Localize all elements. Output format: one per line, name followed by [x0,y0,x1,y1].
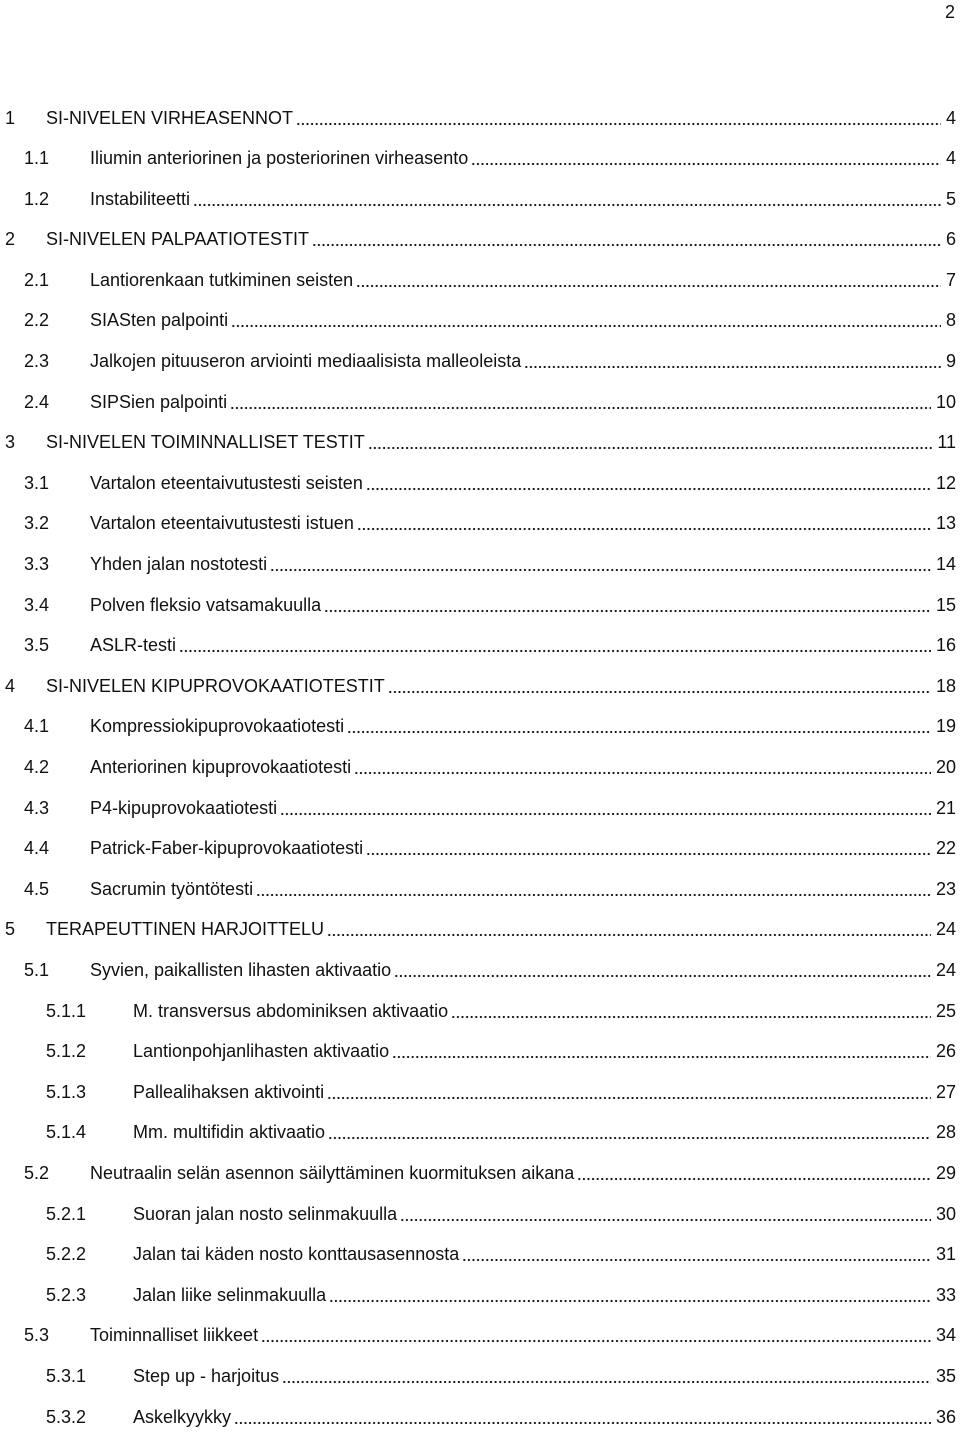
toc-dot-leader [366,473,931,494]
toc-entry[interactable] [0,104,956,132]
toc-entry[interactable] [0,510,956,538]
toc-entry-number: 4.5 [24,878,50,899]
toc-dot-leader [354,757,931,778]
toc-entry[interactable] [0,956,956,984]
toc-entry-number: 5.1.4 [46,1122,87,1143]
table-of-contents [0,104,956,1431]
toc-dot-leader [388,676,931,697]
toc-entry[interactable] [0,551,956,579]
toc-entry-page: 23 [935,878,956,899]
toc-entry[interactable] [0,1322,956,1350]
toc-entry-number: 5.1.1 [46,1000,87,1021]
toc-entry-page: 27 [935,1081,956,1102]
toc-entry-number: 3 [5,432,16,453]
toc-entry[interactable] [0,226,956,254]
toc-entry-number: 4.4 [24,838,50,859]
toc-entry-page: 34 [935,1325,956,1346]
toc-entry-title: Step up - harjoitus [133,1365,280,1386]
toc-entry[interactable] [0,672,956,700]
toc-entry-title: Mm. multifidin aktivaatio [133,1122,326,1143]
toc-entry-number: 5.3 [24,1325,50,1346]
toc-dot-leader [312,229,941,250]
toc-dot-leader [366,838,931,859]
toc-dot-leader [324,595,931,616]
toc-dot-leader [231,310,941,331]
toc-entry-title: SIASten palpointi [90,310,229,331]
toc-entry-title: Toiminnalliset liikkeet [90,1325,259,1346]
toc-entry[interactable] [0,794,956,822]
toc-entry-title: Polven fleksio vatsamakuulla [90,594,322,615]
toc-entry-title: Lantionpohjanlihasten aktivaatio [133,1041,390,1062]
toc-entry[interactable] [0,1281,956,1309]
toc-entry-title: Neutraalin selän asennon säilyttäminen kuormituksen aikana [90,1162,575,1183]
toc-dot-leader [234,1407,931,1428]
toc-entry-number: 2.1 [24,269,50,290]
toc-entry-number: 3.2 [24,513,50,534]
toc-entry[interactable] [0,1159,956,1187]
toc-entry-title: TERAPEUTTINEN HARJOITTELU [46,919,325,940]
toc-entry-number: 5.1.3 [46,1081,87,1102]
toc-entry-number: 2.2 [24,310,50,331]
toc-dot-leader [577,1163,931,1184]
toc-entry-number: 2.4 [24,391,50,412]
toc-entry[interactable] [0,1241,956,1269]
toc-entry-page: 20 [935,757,956,777]
toc-entry-title: SIPSien palpointi [90,391,228,412]
toc-entry-number: 1.2 [24,188,50,209]
toc-entry[interactable] [0,145,956,173]
toc-entry-number: 1.1 [24,148,50,169]
toc-entry-page: 9 [945,351,956,372]
toc-entry[interactable] [0,916,956,944]
toc-dot-leader [261,1325,931,1346]
toc-entry-title: Syvien, paikallisten lihasten aktivaatio [90,959,392,980]
toc-entry-title: Vartalon eteentaivutustesti istuen [90,513,354,534]
toc-entry-number: 5.3.2 [46,1406,87,1427]
toc-dot-leader [462,1244,931,1265]
toc-dot-leader [368,432,933,453]
toc-entry-number: 5.2 [24,1162,50,1183]
toc-dot-leader [357,513,931,534]
toc-entry-number: 5 [5,919,16,940]
toc-entry-title: Lantiorenkaan tutkiminen seisten [90,269,354,290]
toc-entry-title: M. transversus abdominiksen aktivaatio [133,1000,449,1021]
toc-entry-number: 4.3 [24,797,50,818]
toc-entry-title: Sacrumin työntötesti [90,878,254,899]
toc-dot-leader [451,1001,931,1022]
toc-entry[interactable] [0,835,956,863]
toc-entry-title: P4-kipuprovokaatiotesti [90,797,278,818]
toc-dot-leader [327,919,931,940]
toc-entry[interactable] [0,591,956,619]
toc-entry-title: SI-NIVELEN KIPUPROVOKAATIOTESTIT [46,675,385,696]
toc-dot-leader [392,1041,931,1062]
toc-entry-page: 13 [935,513,956,534]
toc-entry-title: Pallealihaksen aktivointi [133,1081,325,1102]
toc-entry[interactable] [0,997,956,1025]
toc-entry-page: 21 [935,797,956,818]
toc-entry-title: Kompressiokipuprovokaatiotesti [90,716,345,737]
toc-entry-number: 5.2.2 [46,1244,87,1265]
toc-entry[interactable] [0,875,956,903]
toc-dot-leader [179,635,931,656]
toc-entry-page: 35 [935,1365,956,1386]
toc-entry-number: 5.1 [24,959,50,980]
toc-entry[interactable] [0,1200,956,1228]
toc-entry-page: 16 [935,635,956,656]
toc-entry-title: Iliumin anteriorinen ja posteriorinen virheasento [90,148,469,169]
toc-entry[interactable] [0,632,956,660]
toc-entry-page: 18 [935,675,956,696]
toc-entry-page: 28 [935,1122,956,1143]
toc-entry-title: SI-NIVELEN PALPAATIOTESTIT [46,229,310,250]
toc-dot-leader [329,1285,931,1306]
toc-entry-page: 25 [935,1000,956,1021]
toc-entry-title: Jalkojen pituuseron arviointi mediaalisista malleoleista [90,351,522,372]
toc-entry-page: 10 [935,391,956,412]
toc-entry-page: 8 [945,310,956,331]
toc-entry-number: 3.3 [24,554,50,575]
toc-dot-leader [524,351,941,372]
toc-entry-page: 33 [935,1284,956,1305]
toc-entry-title: Instabiliteetti [90,188,191,209]
toc-entry[interactable] [0,1119,956,1147]
toc-entry-page: 19 [935,716,956,737]
toc-entry-number: 5.3.1 [46,1365,87,1386]
toc-entry-page: 4 [945,107,956,128]
toc-entry-number: 4.2 [24,757,50,777]
toc-dot-leader [327,1082,931,1103]
toc-entry-page: 7 [945,269,956,290]
toc-entry-page: 30 [935,1203,956,1224]
toc-entry-page: 22 [935,838,956,859]
toc-entry[interactable] [0,266,956,294]
toc-dot-leader [230,392,931,413]
toc-entry-number: 2 [5,229,16,250]
toc-entry[interactable] [0,307,956,335]
toc-dot-leader [256,879,931,900]
toc-entry[interactable] [0,713,956,741]
toc-entry[interactable] [0,348,956,376]
toc-entry[interactable] [0,1362,956,1390]
toc-entry-page: 26 [935,1041,956,1062]
toc-entry-title: Anteriorinen kipuprovokaatiotesti [90,757,352,777]
toc-dot-leader [328,1122,931,1143]
toc-entry[interactable] [0,1078,956,1106]
toc-entry-page: 4 [945,148,956,169]
toc-entry[interactable] [0,754,956,782]
toc-dot-leader [347,716,931,737]
toc-entry[interactable] [0,469,956,497]
toc-entry[interactable] [0,1403,956,1431]
toc-entry-page: 36 [935,1406,956,1427]
toc-entry-number: 3.1 [24,472,50,493]
toc-dot-leader [471,148,941,169]
toc-entry-number: 3.4 [24,594,50,615]
toc-entry-page: 12 [935,472,956,493]
toc-entry-title: Askelkyykky [133,1406,232,1427]
toc-entry-page: 24 [935,919,956,940]
toc-entry-title: Patrick-Faber-kipuprovokaatiotesti [90,838,364,859]
toc-entry-title: SI-NIVELEN TOIMINNALLISET TESTIT [46,432,365,453]
toc-entry-number: 2.3 [24,351,50,372]
toc-dot-leader [400,1204,931,1225]
toc-entry[interactable] [0,429,956,457]
toc-entry-title: ASLR-testi [90,635,177,656]
toc-entry-number: 5.2.1 [46,1203,87,1224]
toc-entry-title: Yhden jalan nostotesti [90,554,268,575]
toc-entry-number: 4 [5,675,16,696]
toc-entry-page: 29 [935,1162,956,1183]
toc-entry-page: 31 [935,1244,956,1265]
toc-dot-leader [394,960,931,981]
toc-entry-page: 15 [935,594,956,615]
toc-dot-leader [296,108,941,129]
toc-entry-title: Jalan tai käden nosto konttausasennosta [133,1244,460,1265]
toc-entry-page: 11 [937,432,956,453]
toc-dot-leader [193,189,941,210]
toc-entry-number: 3.5 [24,635,50,656]
toc-entry-title: Vartalon eteentaivutustesti seisten [90,472,363,493]
toc-entry-page: 6 [945,229,956,250]
toc-entry[interactable] [0,388,956,416]
toc-entry-page: 5 [945,188,956,209]
toc-dot-leader [282,1366,931,1387]
toc-entry-number: 1 [5,107,16,128]
page-number: 2 [944,2,955,22]
toc-entry-page: 24 [935,959,956,980]
toc-entry[interactable] [0,185,956,213]
toc-entry-title: Jalan liike selinmakuulla [133,1284,327,1305]
toc-entry-number: 4.1 [24,716,50,737]
toc-entry-page: 14 [935,554,956,575]
toc-entry-number: 5.2.3 [46,1284,87,1305]
toc-entry-title: Suoran jalan nosto selinmakuulla [133,1203,398,1224]
toc-dot-leader [280,798,931,819]
toc-dot-leader [356,270,941,291]
toc-entry-number: 5.1.2 [46,1041,87,1062]
toc-entry[interactable] [0,1038,956,1066]
toc-entry-title: SI-NIVELEN VIRHEASENNOT [46,107,294,128]
toc-dot-leader [270,554,931,575]
